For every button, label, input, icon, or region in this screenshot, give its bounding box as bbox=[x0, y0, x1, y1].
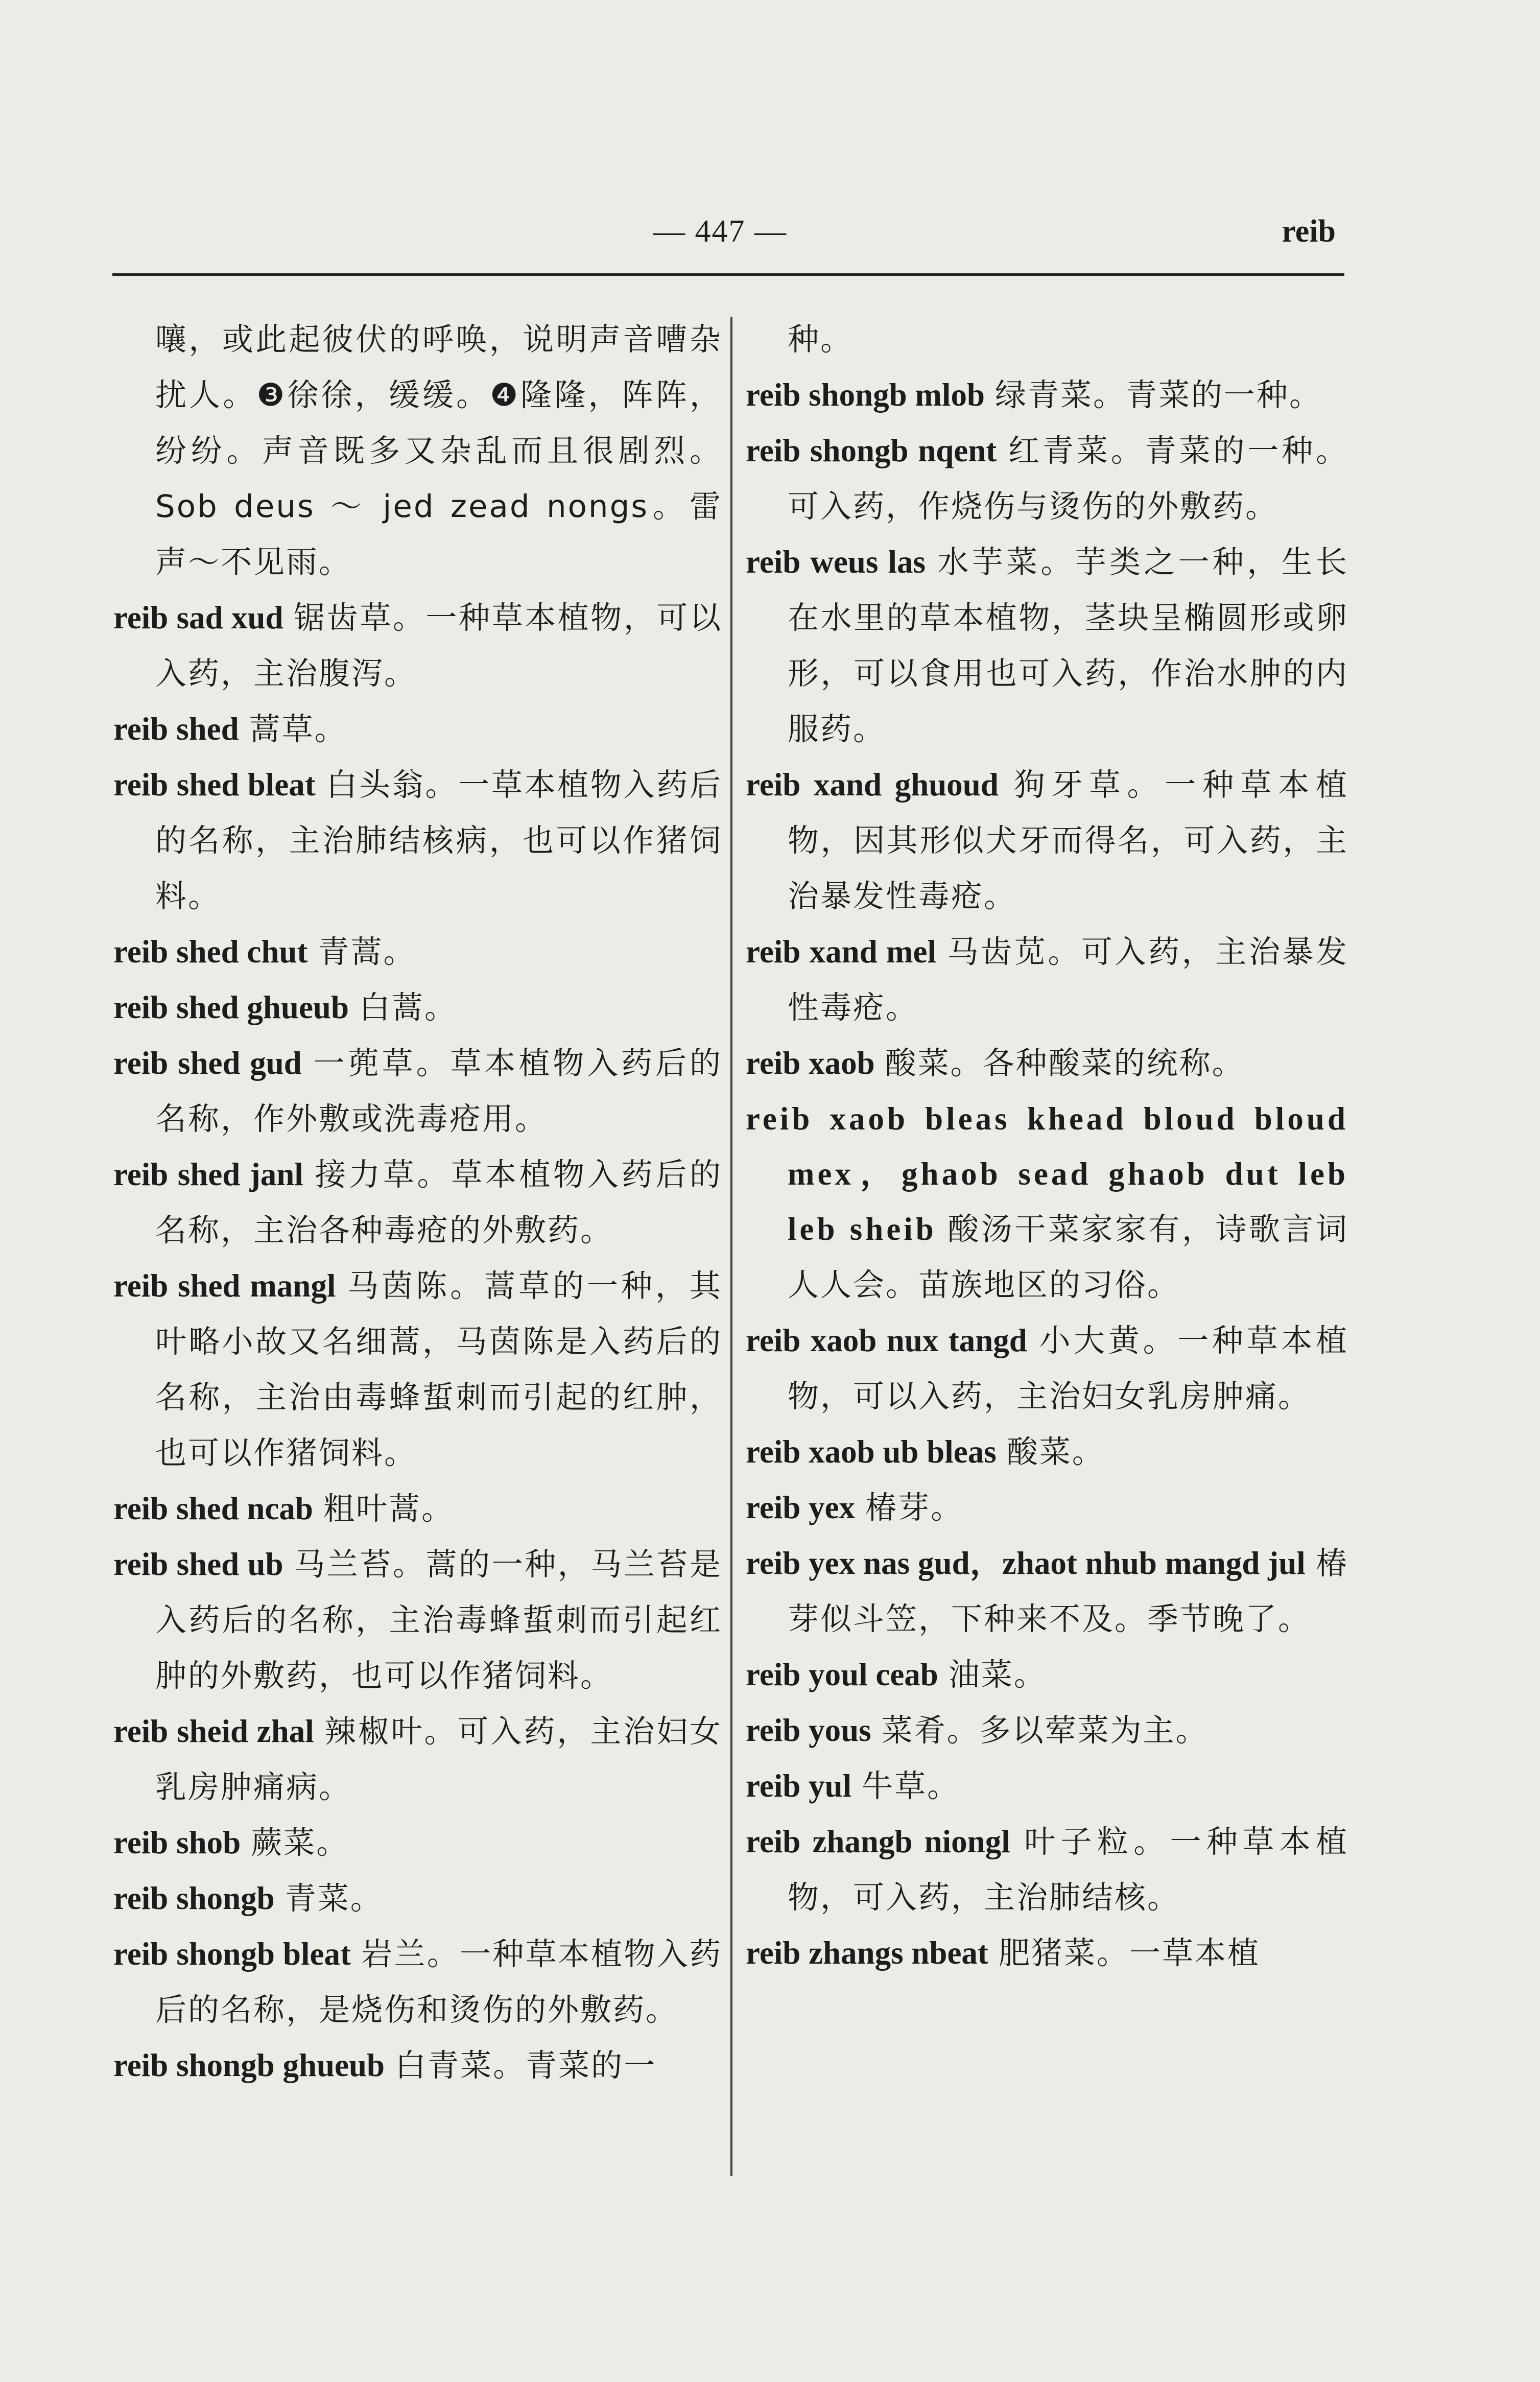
dictionary-entry bbox=[113, 590, 722, 701]
entry-headword: reib zhangs nbeat bbox=[746, 1935, 988, 1971]
entry-definition: 青菜。 bbox=[285, 1880, 383, 1917]
dictionary-entry bbox=[113, 1537, 722, 1704]
entry-headword: reib shed bleat bbox=[113, 767, 316, 803]
dictionary-entry bbox=[113, 2038, 722, 2093]
dictionary-entry bbox=[746, 1703, 1348, 1758]
entry-headword: reib yul bbox=[746, 1768, 852, 1804]
dictionary-entry bbox=[746, 1536, 1348, 1647]
entry-definition: 粗叶蒿。 bbox=[323, 1491, 454, 1527]
entry-definition: 辣椒叶。可入药，主治妇女乳房肿痛病。 bbox=[155, 1713, 722, 1805]
entry-headword: reib weus las bbox=[746, 544, 926, 580]
dictionary-entry bbox=[113, 980, 722, 1035]
dictionary-entry bbox=[746, 1925, 1348, 1981]
dictionary-entry bbox=[746, 534, 1348, 757]
entry-definition: 白头翁。一草本植物入药后的名称，主治肺结核病，也可以作猪饲料。 bbox=[155, 767, 722, 914]
entry-definition: 锯齿草。一种草本植物，可以入药，主治腹泻。 bbox=[155, 600, 722, 692]
dictionary-entry bbox=[746, 1091, 1348, 1313]
continuation-entry bbox=[746, 312, 1348, 367]
entry-headword: reib shed mangl bbox=[113, 1268, 336, 1304]
entry-headword: reib sad xud bbox=[113, 600, 283, 635]
entry-headword: reib xaob bleas khead bloud bloud mex，ghaob sead ghaob dut leb leb sheib bbox=[746, 1101, 1348, 1247]
dictionary-entry bbox=[113, 701, 722, 757]
column-divider bbox=[730, 317, 732, 2176]
entry-definition: 绿青菜。青菜的一种。 bbox=[995, 377, 1322, 413]
entry-definition: 水芋菜。芋类之一种，生长在水里的草本植物，茎块呈椭圆形或卵形，可以食用也可入药，作治水肿的内服药。 bbox=[788, 544, 1348, 747]
entry-definition: 狗牙草。一种草本植物，因其形似犬牙而得名，可入药，主治暴发性毒疮。 bbox=[788, 767, 1348, 914]
entry-definition: 马齿苋。可入药，主治暴发性毒疮。 bbox=[788, 934, 1348, 1026]
entry-definition: 牛草。 bbox=[862, 1768, 960, 1804]
entry-definition: 椿芽似斗笠，下种来不及。季节晚了。 bbox=[788, 1545, 1349, 1637]
entry-definition: 青蒿。 bbox=[318, 934, 416, 970]
page-number: — 447 — bbox=[653, 214, 787, 249]
header-rule bbox=[112, 273, 1344, 276]
entry-headword: reib shed janl bbox=[113, 1157, 303, 1192]
dictionary-entry bbox=[113, 1147, 722, 1258]
entry-headword: reib shongb ghueub bbox=[113, 2047, 385, 2083]
entry-definition: 嚷，或此起彼伏的呼唤，说明声音嘈杂扰人。❸徐徐，缓缓。❹隆隆，阵阵，纷纷。声音既多又杂乱而且很剧烈。Sob deus ～ jed zead nongs。雷声～不见雨。 bbox=[155, 321, 722, 580]
entry-definition: 白蒿。 bbox=[359, 989, 458, 1026]
right-column bbox=[746, 312, 1348, 1981]
entry-headword: reib shed gud bbox=[113, 1045, 302, 1081]
entry-definition: 蕨菜。 bbox=[251, 1825, 349, 1861]
entry-definition: 种。 bbox=[788, 321, 854, 358]
dictionary-entry bbox=[746, 1480, 1348, 1536]
dictionary-entry bbox=[746, 1035, 1348, 1091]
entry-definition: 红青菜。青菜的一种。可入药，作烧伤与烫伤的外敷药。 bbox=[788, 433, 1349, 525]
dictionary-entry bbox=[746, 367, 1348, 423]
entry-definition: 马兰苔。蒿的一种，马兰苔是入药后的名称，主治毒蜂蜇刺而引起红肿的外敷药，也可以作猪饲料。 bbox=[155, 1546, 722, 1694]
dictionary-entry bbox=[746, 924, 1348, 1035]
dictionary-entry bbox=[746, 1313, 1348, 1424]
entry-headword: reib yous bbox=[746, 1712, 871, 1748]
dictionary-entry bbox=[113, 757, 722, 924]
entry-definition: 岩兰。一种草本植物入药后的名称，是烧伤和烫伤的外敷药。 bbox=[155, 1936, 722, 2028]
entry-headword: reib xand mel bbox=[746, 934, 937, 970]
entry-headword: reib xand ghuoud bbox=[746, 767, 999, 803]
entry-headword: reib sheid zhal bbox=[113, 1713, 314, 1749]
entry-definition: 酸菜。 bbox=[1006, 1434, 1105, 1470]
entry-headword: reib xaob nux tangd bbox=[746, 1323, 1027, 1358]
continuation-entry bbox=[113, 312, 722, 590]
entry-headword: reib shed bbox=[113, 711, 239, 747]
entry-headword: reib shongb nqent bbox=[746, 433, 997, 468]
entry-definition: 蒿草。 bbox=[249, 711, 347, 747]
dictionary-entry bbox=[113, 1815, 722, 1871]
entry-headword: reib yex nas gud，zhaot nhub mangd jul bbox=[746, 1545, 1306, 1581]
dictionary-entry bbox=[113, 1871, 722, 1926]
guide-word: reib bbox=[1282, 214, 1336, 249]
dictionary-entry bbox=[113, 1481, 722, 1537]
entry-definition: 小大黄。一种草本植物，可以入药，主治妇女乳房肿痛。 bbox=[788, 1323, 1348, 1414]
dictionary-entry bbox=[746, 423, 1348, 534]
entry-definition: 肥猪菜。一草本植 bbox=[998, 1935, 1260, 1971]
entry-definition: 菜肴。多以荤菜为主。 bbox=[881, 1712, 1209, 1749]
dictionary-entry bbox=[746, 757, 1348, 924]
entry-headword: reib youl ceab bbox=[746, 1657, 938, 1692]
entry-definition: 叶子粒。一种草本植物，可入药，主治肺结核。 bbox=[788, 1824, 1348, 1916]
entry-headword: reib xaob ub bleas bbox=[746, 1434, 997, 1470]
entry-definition: 一蔸草。草本植物入药后的名称，作外敷或洗毒疮用。 bbox=[155, 1045, 722, 1137]
entry-headword: reib shed chut bbox=[113, 934, 308, 970]
dictionary-entry bbox=[113, 1035, 722, 1147]
dictionary-entry bbox=[113, 1926, 722, 2038]
left-column bbox=[113, 312, 722, 2093]
entry-definition: 马茵陈。蒿草的一种，其叶略小故又名细蒿，马茵陈是入药后的名称，主治由毒蜂蜇刺而引起的红肿，也可以作猪饲料。 bbox=[155, 1268, 722, 1471]
dictionary-entry bbox=[746, 1647, 1348, 1703]
entry-definition: 油菜。 bbox=[948, 1657, 1047, 1693]
dictionary-entry bbox=[113, 1258, 722, 1481]
entry-headword: reib shed ghueub bbox=[113, 989, 349, 1025]
entry-definition: 酸汤干菜家家有，诗歌言词人人会。苗族地区的习俗。 bbox=[788, 1211, 1348, 1303]
entry-headword: reib xaob bbox=[746, 1045, 875, 1081]
entry-headword: reib shob bbox=[113, 1825, 241, 1860]
entry-definition: 酸菜。各种酸菜的统称。 bbox=[885, 1045, 1245, 1081]
entry-headword: reib shongb bleat bbox=[113, 1936, 351, 1972]
dictionary-entry bbox=[746, 1814, 1348, 1925]
entry-headword: reib shed ncab bbox=[113, 1491, 313, 1526]
entry-headword: reib yex bbox=[746, 1490, 856, 1525]
entry-headword: reib zhangb niongl bbox=[746, 1824, 1010, 1859]
entry-definition: 椿芽。 bbox=[865, 1490, 964, 1526]
entry-headword: reib shongb bbox=[113, 1880, 275, 1916]
dictionary-entry bbox=[113, 1704, 722, 1815]
entry-headword: reib shed ub bbox=[113, 1546, 283, 1582]
entry-definition: 接力草。草本植物入药后的名称，主治各种毒疮的外敷药。 bbox=[155, 1157, 723, 1248]
entry-definition: 白青菜。青菜的一 bbox=[395, 2047, 657, 2084]
dictionary-entry bbox=[113, 924, 722, 980]
entry-headword: reib shongb mlob bbox=[746, 377, 985, 413]
dictionary-entry bbox=[746, 1758, 1348, 1814]
dictionary-entry bbox=[746, 1424, 1348, 1480]
